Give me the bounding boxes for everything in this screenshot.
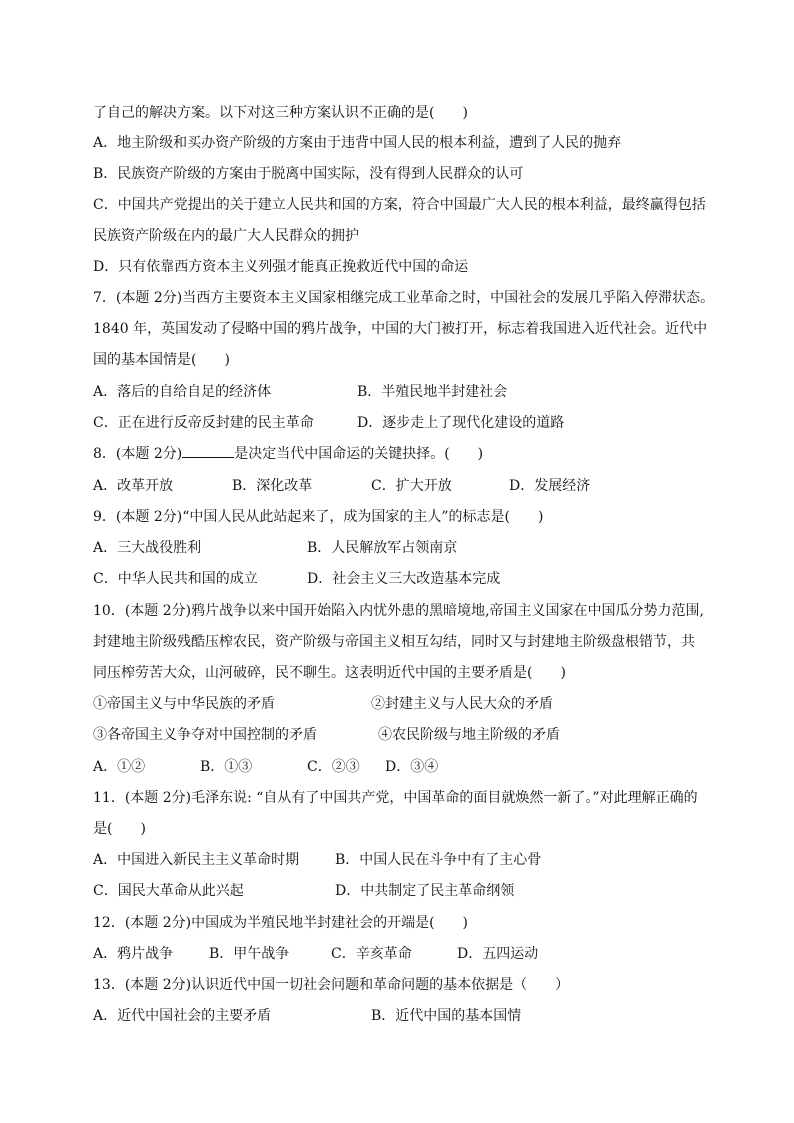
q10-option-a: A．①② bbox=[93, 759, 146, 775]
q10-stem-line3: 同压榨劳苦大众，山河破碎，民不聊生。这表明近代中国的主要矛盾是( ) bbox=[93, 665, 566, 681]
q8-option-d: D．发展经济 bbox=[509, 478, 591, 494]
q7-option-a: A．落后的自给自足的经济体 bbox=[93, 384, 272, 400]
q11-option-c: C．国民大革命从此兴起 bbox=[93, 883, 244, 899]
q12-option-a: A．鸦片战争 bbox=[93, 946, 174, 962]
q10-statement-2: ②封建主义与人民大众的矛盾 bbox=[371, 696, 553, 712]
q13-option-a: A．近代中国社会的主要矛盾 bbox=[93, 1008, 272, 1024]
q13-option-b: B．近代中国的基本国情 bbox=[371, 1008, 522, 1024]
q7-stem-line3: 国的基本国情是( ) bbox=[93, 352, 230, 368]
q10-stem-line1: 10．(本题 2分)鸦片战争以来中国开始陷入内忧外患的黑暗境地,帝国主义国家在中国瓜分势力范围, bbox=[93, 603, 704, 619]
q6-option-c-line2: 民族资产阶级在内的最广大人民群众的拥护 bbox=[93, 228, 359, 244]
q8-option-c: C．扩大开放 bbox=[371, 478, 452, 494]
q9-option-b: B．人民解放军占领南京 bbox=[307, 540, 458, 556]
q8-option-b: B．深化改革 bbox=[232, 478, 313, 494]
q7-option-c: C．正在进行反帝反封建的民主革命 bbox=[93, 415, 314, 431]
q9-option-c: C．中华人民共和国的成立 bbox=[93, 571, 258, 587]
q11-option-d: D．中共制定了民主革命纲领 bbox=[335, 883, 515, 899]
q6-option-a: A．地主阶级和买办资产阶级的方案由于违背中国人民的根本利益，遭到了人民的抛弃 bbox=[93, 135, 622, 151]
q7-stem-line1: 7．(本题 2分)当西方主要资本主义国家相继完成工业革命之时，中国社会的发展几乎陷入停滞状态。 bbox=[93, 290, 715, 306]
q10-option-d: D．③④ bbox=[385, 759, 439, 775]
q6-option-d: D．只有依靠西方资本主义列强才能真正挽救近代中国的命运 bbox=[93, 259, 469, 275]
q11-stem-line1: 11．(本题 2分)毛泽东说: “自从有了中国共产党，中国革命的面目就焕然一新了。”对此理解正确的 bbox=[93, 790, 698, 806]
q12-option-d: D．五四运动 bbox=[457, 946, 539, 962]
q8-stem-suffix: 是决定当代中国命运的关键抉择。( ) bbox=[234, 446, 484, 462]
q10-statement-1: ①帝国主义与中华民族的矛盾 bbox=[93, 696, 275, 712]
q10-statement-3: ③各帝国主义争夺对中国控制的矛盾 bbox=[93, 727, 317, 743]
q12-option-c: C．辛亥革命 bbox=[331, 946, 412, 962]
q11-option-a: A．中国进入新民主主义革命时期 bbox=[93, 852, 300, 868]
q8-stem-prefix: 8．(本题 2分) bbox=[93, 446, 183, 462]
q10-stem-line2: 封建地主阶级残酷压榨农民，资产阶级与帝国主义相互勾结，同时又与封建地主阶级盘根错节，共 bbox=[93, 634, 695, 650]
q12-option-b: B．甲午战争 bbox=[209, 946, 290, 962]
q10-option-c: C．②③ bbox=[307, 759, 360, 775]
q7-option-d: D．逐步走上了现代化建设的道路 bbox=[357, 415, 565, 431]
q11-stem-line2: 是( ) bbox=[93, 821, 146, 837]
q8-stem bbox=[93, 445, 483, 463]
q12-stem: 12．(本题 2分)中国成为半殖民地半封建社会的开端是( ) bbox=[93, 915, 469, 931]
q7-stem-line2: 1840 年，英国发动了侵略中国的鸦片战争，中国的大门被打开，标志着我国进入近代社会。近代中 bbox=[93, 321, 708, 337]
q10-option-b: B．①③ bbox=[200, 759, 253, 775]
q13-stem: 13．(本题 2分)认识近代中国一切社会问题和革命问题的基本依据是（ ） bbox=[93, 977, 570, 993]
q9-option-d: D．社会主义三大改造基本完成 bbox=[307, 571, 501, 587]
q6-stem-tail: 了自己的解决方案。以下对这三种方案认识不正确的是( ) bbox=[93, 105, 468, 121]
q9-option-a: A．三大战役胜利 bbox=[93, 540, 202, 556]
q10-statement-4: ④农民阶级与地主阶级的矛盾 bbox=[378, 727, 560, 743]
q7-option-b: B．半殖民地半封建社会 bbox=[357, 384, 508, 400]
q9-stem: 9．(本题 2分)“中国人民从此站起来了，成为国家的主人”的标志是( ) bbox=[93, 509, 544, 525]
q6-option-b: B．民族资产阶级的方案由于脱离中国实际，没有得到人民群众的认可 bbox=[93, 166, 524, 182]
q6-option-c-line1: C．中国共产党提出的关于建立人民共和国的方案，符合中国最广大人民的根本利益，最终赢得包括 bbox=[93, 197, 706, 213]
q8-answer-blank bbox=[182, 445, 234, 458]
q8-option-a: A．改革开放 bbox=[93, 478, 174, 494]
q11-option-b: B．中国人民在斗争中有了主心骨 bbox=[335, 852, 542, 868]
